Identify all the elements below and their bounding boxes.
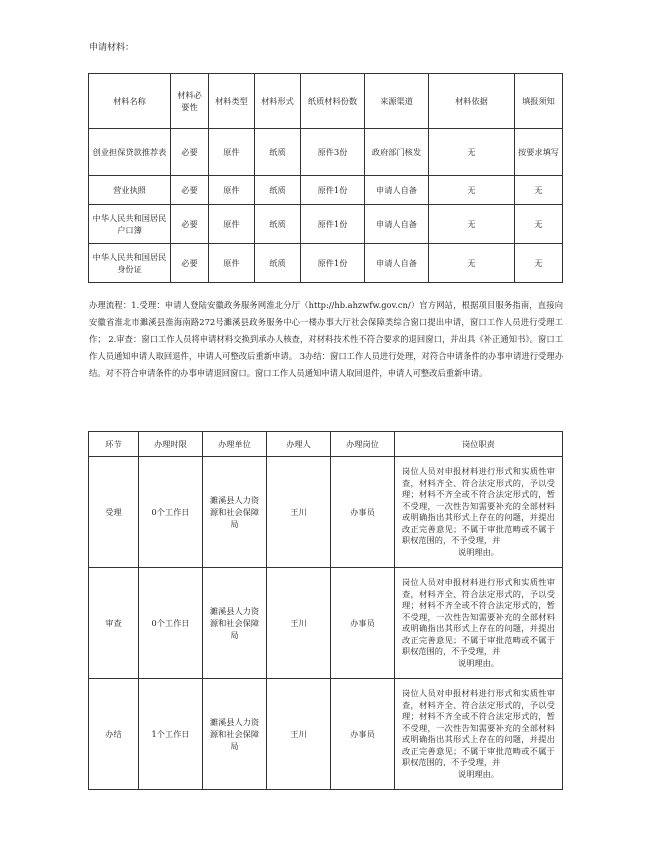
table-cell: 申请人自备 [365, 205, 429, 244]
table-cell: 纸质 [255, 205, 301, 244]
materials-table [88, 73, 563, 283]
table-cell: 创业担保贷款推荐表 [89, 129, 171, 176]
table-cell: 无 [515, 176, 563, 205]
duty-text: 岗位人员对申报材料进行形式和实质性审查，材料齐全、符合法定形式的，予以受理；材料不齐全或不符合法定形式的，暂不受理，一次性告知需要补充的全部材料或明确指出其形式上存在的问题，并提出改正完善意见；不属于审批范畴或不属于职权范围的，不予受理，并 [402, 688, 555, 767]
unit-cell: 濉溪县人力资源和社会保障局 [203, 679, 267, 790]
table-cell: 原件3份 [301, 129, 365, 176]
table-header: 来源渠道 [365, 74, 429, 129]
table-cell: 纸质 [255, 129, 301, 176]
post-cell: 办事员 [331, 568, 395, 679]
duty-cell [395, 457, 563, 568]
table-cell: 必要 [171, 205, 209, 244]
table-cell: 无 [515, 244, 563, 283]
post-cell: 办事员 [331, 679, 395, 790]
table-cell: 原件 [209, 129, 255, 176]
duty-text: 岗位人员对申报材料进行形式和实质性审查，材料齐全、符合法定形式的，予以受理；材料不齐全或不符合法定形式的，暂不受理，一次性告知需要补充的全部材料或明确指出其形式上存在的问题，并提出改正完善意见；不属于审批范畴或不属于职权范围的，不予受理，并 [402, 466, 555, 545]
table-cell: 原件1份 [301, 205, 365, 244]
stage-cell: 受理 [89, 457, 139, 568]
table-header: 材料形式 [255, 74, 301, 129]
table-cell: 无 [429, 129, 515, 176]
table-header: 环节 [89, 432, 139, 457]
table-row [89, 568, 563, 679]
duty-text-end: 说明理由。 [458, 657, 499, 668]
table-cell: 按要求填写 [515, 129, 563, 176]
table-cell: 申请人自备 [365, 176, 429, 205]
table-row [89, 244, 563, 283]
table-cell: 原件 [209, 176, 255, 205]
materials-title: 申请材料： [89, 43, 135, 53]
person-cell: 王川 [267, 568, 331, 679]
table-header: 办理时限 [139, 432, 203, 457]
process-description: 办理流程：1.受理：申请人登陆安徽政务服务网淮北分厅（http://hb.ahzwfw.gov.cn/）官方网站，根据项目服务指南，直接向安徽省淮北市濉溪县淮海南路272号濉溪县政务服务中心一楼办事大厅社会保障类综合窗口提出申请，窗口工作人员进行受理工作； 2.审查：窗口工作人员将申请材料交换到承办人核查，对材料技术性不符合要求的退回窗口，并出具《补正通知书》。窗口工作人员通知申请人取回退件，申请人可整改后重新申请。 3办结：窗口工作人员进行处理，对符合申请条件的办事申请进行受理办结。对不符合申请条件的办事申请退回窗口。窗口工作人员通知申请人取回退件，申请人可整改后重新申请。 [89, 300, 563, 378]
table-header: 材料名称 [89, 74, 171, 129]
table-cell: 必要 [171, 129, 209, 176]
table-cell: 无 [429, 205, 515, 244]
duty-text: 岗位人员对申报材料进行形式和实质性审查，材料齐全、符合法定形式的，予以受理；材料不齐全或不符合法定形式的，暂不受理，一次性告知需要补充的全部材料或明确指出其形式上存在的问题，并提出改正完善意见；不属于审批范畴或不属于职权范围的，不予受理，并 [402, 577, 555, 656]
table-cell: 纸质 [255, 176, 301, 205]
table-header: 材料必要性 [171, 74, 209, 129]
person-cell: 王川 [267, 679, 331, 790]
duty-text-end: 说明理由。 [458, 546, 499, 557]
post-cell: 办事员 [331, 457, 395, 568]
table-cell: 无 [515, 205, 563, 244]
table-header: 材料依据 [429, 74, 515, 129]
time-limit-cell: 0个工作日 [139, 568, 203, 679]
table-header: 办理人 [267, 432, 331, 457]
table-cell: 原件 [209, 205, 255, 244]
person-cell: 王川 [267, 457, 331, 568]
table-header: 办理单位 [203, 432, 267, 457]
time-limit-cell: 1个工作日 [139, 679, 203, 790]
table-cell: 中华人民共和国居民户口簿 [89, 205, 171, 244]
duty-text-end: 说明理由。 [458, 768, 499, 779]
table-cell: 原件1份 [301, 176, 365, 205]
table-cell: 中华人民共和国居民身份证 [89, 244, 171, 283]
table-cell: 原件 [209, 244, 255, 283]
table-cell: 营业执照 [89, 176, 171, 205]
stage-cell: 审查 [89, 568, 139, 679]
table-cell: 必要 [171, 244, 209, 283]
table-cell: 申请人自备 [365, 244, 429, 283]
table-row [89, 176, 563, 205]
unit-cell: 濉溪县人力资源和社会保障局 [203, 457, 267, 568]
duty-cell [395, 679, 563, 790]
table-cell: 纸质 [255, 244, 301, 283]
table-cell: 政府部门核发 [365, 129, 429, 176]
table-row [89, 457, 563, 568]
table-row [89, 205, 563, 244]
table-cell: 必要 [171, 176, 209, 205]
time-limit-cell: 0个工作日 [139, 457, 203, 568]
table-header: 岗位职责 [395, 432, 563, 457]
table-cell: 原件1份 [301, 244, 365, 283]
table-header: 材料类型 [209, 74, 255, 129]
table-header: 填报须知 [515, 74, 563, 129]
table-header: 办理岗位 [331, 432, 395, 457]
process-steps-table [88, 431, 563, 790]
table-cell: 无 [429, 176, 515, 205]
unit-cell: 濉溪县人力资源和社会保障局 [203, 568, 267, 679]
table-row [89, 679, 563, 790]
duty-cell [395, 568, 563, 679]
table-cell: 无 [429, 244, 515, 283]
table-header: 纸质材料份数 [301, 74, 365, 129]
table-row [89, 129, 563, 176]
stage-cell: 办结 [89, 679, 139, 790]
